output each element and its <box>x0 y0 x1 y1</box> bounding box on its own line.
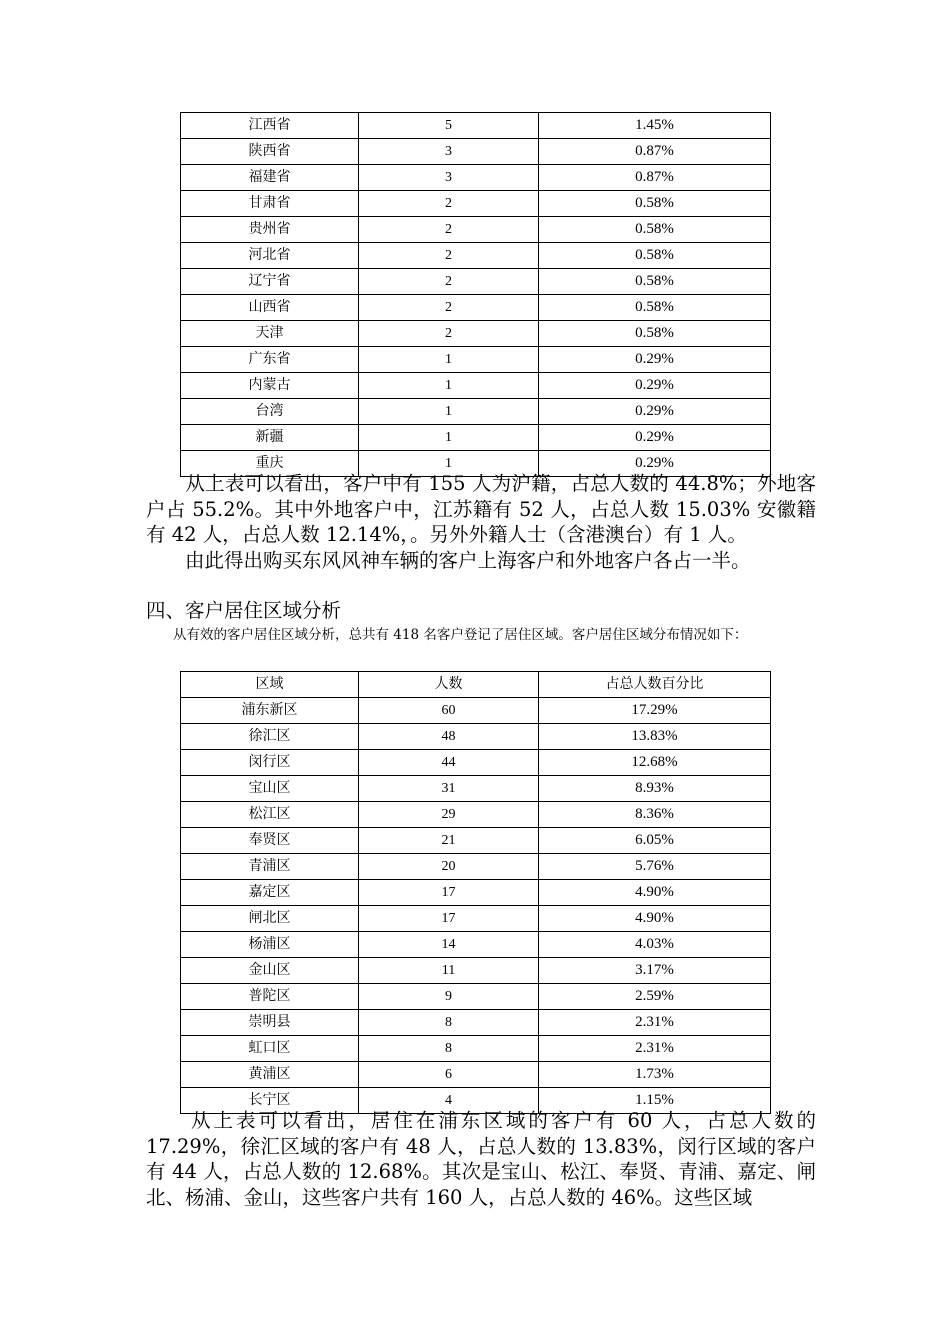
cell-name: 金山区 <box>181 958 359 984</box>
cell-percent: 5.76% <box>539 854 771 880</box>
cell-percent: 0.58% <box>539 191 771 217</box>
paragraph-origin-summary: 从上表可以看出，客户中有 155 人为沪籍，占总人数的 44.8%；外地客户占 55.2%。其中外地客户中，江苏籍有 52 人，占总人数 15.03% 安徽籍有 42 人，占总人数 12.14%，。另外外籍人士（含港澳台）有 1 人。 <box>146 472 816 546</box>
table-row <box>181 243 771 269</box>
table-row <box>181 880 771 906</box>
table-row <box>181 1010 771 1036</box>
cell-count: 44 <box>359 750 539 776</box>
header-count: 人数 <box>359 672 539 698</box>
cell-name: 黄浦区 <box>181 1062 359 1088</box>
cell-count: 1 <box>359 373 539 399</box>
cell-percent: 8.93% <box>539 776 771 802</box>
cell-name: 辽宁省 <box>181 269 359 295</box>
cell-percent: 17.29% <box>539 698 771 724</box>
cell-count: 2 <box>359 321 539 347</box>
table-row <box>181 191 771 217</box>
cell-name: 陕西省 <box>181 139 359 165</box>
cell-count: 48 <box>359 724 539 750</box>
cell-percent: 12.68% <box>539 750 771 776</box>
cell-count: 11 <box>359 958 539 984</box>
cell-percent: 3.17% <box>539 958 771 984</box>
cell-percent: 0.87% <box>539 139 771 165</box>
cell-percent: 0.29% <box>539 399 771 425</box>
cell-name: 重庆 <box>181 451 359 477</box>
cell-name: 河北省 <box>181 243 359 269</box>
region-table <box>180 671 771 1114</box>
cell-count: 21 <box>359 828 539 854</box>
cell-name: 江西省 <box>181 113 359 139</box>
cell-count: 1 <box>359 425 539 451</box>
cell-percent: 0.58% <box>539 243 771 269</box>
table-row <box>181 295 771 321</box>
table-row <box>181 854 771 880</box>
cell-name: 天津 <box>181 321 359 347</box>
table-row <box>181 321 771 347</box>
table-row <box>181 1062 771 1088</box>
cell-count: 2 <box>359 295 539 321</box>
cell-name: 崇明县 <box>181 1010 359 1036</box>
table-row <box>181 399 771 425</box>
header-percent: 占总人数百分比 <box>539 672 771 698</box>
cell-percent: 0.29% <box>539 451 771 477</box>
province-table <box>180 112 771 477</box>
table-row <box>181 984 771 1010</box>
cell-percent: 4.03% <box>539 932 771 958</box>
cell-percent: 8.36% <box>539 802 771 828</box>
cell-name: 山西省 <box>181 295 359 321</box>
cell-count: 14 <box>359 932 539 958</box>
cell-percent: 0.58% <box>539 269 771 295</box>
table-row <box>181 1036 771 1062</box>
cell-name: 青浦区 <box>181 854 359 880</box>
cell-count: 2 <box>359 217 539 243</box>
table-row <box>181 165 771 191</box>
table-row <box>181 750 771 776</box>
cell-name: 徐汇区 <box>181 724 359 750</box>
table-row <box>181 802 771 828</box>
cell-count: 2 <box>359 191 539 217</box>
cell-percent: 0.58% <box>539 321 771 347</box>
cell-percent: 4.90% <box>539 880 771 906</box>
cell-count: 6 <box>359 1062 539 1088</box>
cell-name: 内蒙古 <box>181 373 359 399</box>
cell-count: 17 <box>359 906 539 932</box>
paragraph-region-intro: 从有效的客户居住区域分析，总共有 418 名客户登记了居住区域。客户居住区域分布情况如下： <box>146 627 748 643</box>
cell-percent: 1.73% <box>539 1062 771 1088</box>
table-row <box>181 958 771 984</box>
table-row <box>181 347 771 373</box>
cell-count: 1 <box>359 451 539 477</box>
table-row <box>181 373 771 399</box>
cell-name: 浦东新区 <box>181 698 359 724</box>
cell-count: 2 <box>359 243 539 269</box>
table-row <box>181 425 771 451</box>
cell-count: 3 <box>359 165 539 191</box>
cell-name: 新疆 <box>181 425 359 451</box>
cell-name: 奉贤区 <box>181 828 359 854</box>
cell-percent: 0.87% <box>539 165 771 191</box>
cell-percent: 1.45% <box>539 113 771 139</box>
section-heading: 四、客户居住区域分析 <box>146 599 342 622</box>
paragraph-origin-conclusion: 由此得出购买东风风神车辆的客户上海客户和外地客户各占一半。 <box>146 549 751 572</box>
cell-name: 长宁区 <box>181 1088 359 1114</box>
cell-name: 广东省 <box>181 347 359 373</box>
cell-count: 1 <box>359 399 539 425</box>
table-row <box>181 932 771 958</box>
cell-count: 8 <box>359 1036 539 1062</box>
cell-percent: 0.29% <box>539 347 771 373</box>
cell-count: 9 <box>359 984 539 1010</box>
cell-name: 甘肃省 <box>181 191 359 217</box>
table-row <box>181 776 771 802</box>
cell-percent: 0.29% <box>539 425 771 451</box>
cell-count: 29 <box>359 802 539 828</box>
cell-percent: 2.31% <box>539 1010 771 1036</box>
cell-name: 嘉定区 <box>181 880 359 906</box>
cell-count: 2 <box>359 269 539 295</box>
cell-name: 闸北区 <box>181 906 359 932</box>
cell-percent: 2.59% <box>539 984 771 1010</box>
cell-count: 3 <box>359 139 539 165</box>
table-row <box>181 139 771 165</box>
cell-count: 5 <box>359 113 539 139</box>
cell-percent: 6.05% <box>539 828 771 854</box>
table-row <box>181 828 771 854</box>
cell-percent: 0.58% <box>539 217 771 243</box>
paragraph-region-summary: 从上表可以看出，居住在浦东区域的客户有 60 人，占总人数的 17.29%，徐汇区域的客户有 48 人，占总人数的 13.83%，闵行区域的客户有 44 人，占总人数的 12.68%。其次是宝山、松江、奉贤、青浦、嘉定、闸北、杨浦、金山，这些客户共有 160 人，占总人数的 46%。这些区域 <box>146 1109 816 1209</box>
cell-name: 闵行区 <box>181 750 359 776</box>
cell-name: 福建省 <box>181 165 359 191</box>
cell-name: 虹口区 <box>181 1036 359 1062</box>
table-row <box>181 113 771 139</box>
cell-name: 杨浦区 <box>181 932 359 958</box>
cell-name: 宝山区 <box>181 776 359 802</box>
table-row <box>181 217 771 243</box>
table-header-row <box>181 672 771 698</box>
cell-percent: 13.83% <box>539 724 771 750</box>
province-table-body <box>181 113 771 477</box>
cell-percent: 0.58% <box>539 295 771 321</box>
cell-percent: 1.15% <box>539 1088 771 1114</box>
region-table-body <box>181 698 771 1114</box>
cell-name: 松江区 <box>181 802 359 828</box>
table-row <box>181 269 771 295</box>
table-row <box>181 724 771 750</box>
cell-count: 4 <box>359 1088 539 1114</box>
cell-count: 20 <box>359 854 539 880</box>
cell-percent: 0.29% <box>539 373 771 399</box>
cell-name: 贵州省 <box>181 217 359 243</box>
cell-percent: 2.31% <box>539 1036 771 1062</box>
cell-count: 31 <box>359 776 539 802</box>
cell-count: 1 <box>359 347 539 373</box>
cell-count: 60 <box>359 698 539 724</box>
cell-count: 17 <box>359 880 539 906</box>
table-row <box>181 698 771 724</box>
header-region: 区域 <box>181 672 359 698</box>
cell-percent: 4.90% <box>539 906 771 932</box>
cell-name: 台湾 <box>181 399 359 425</box>
cell-name: 普陀区 <box>181 984 359 1010</box>
cell-count: 8 <box>359 1010 539 1036</box>
table-row <box>181 906 771 932</box>
